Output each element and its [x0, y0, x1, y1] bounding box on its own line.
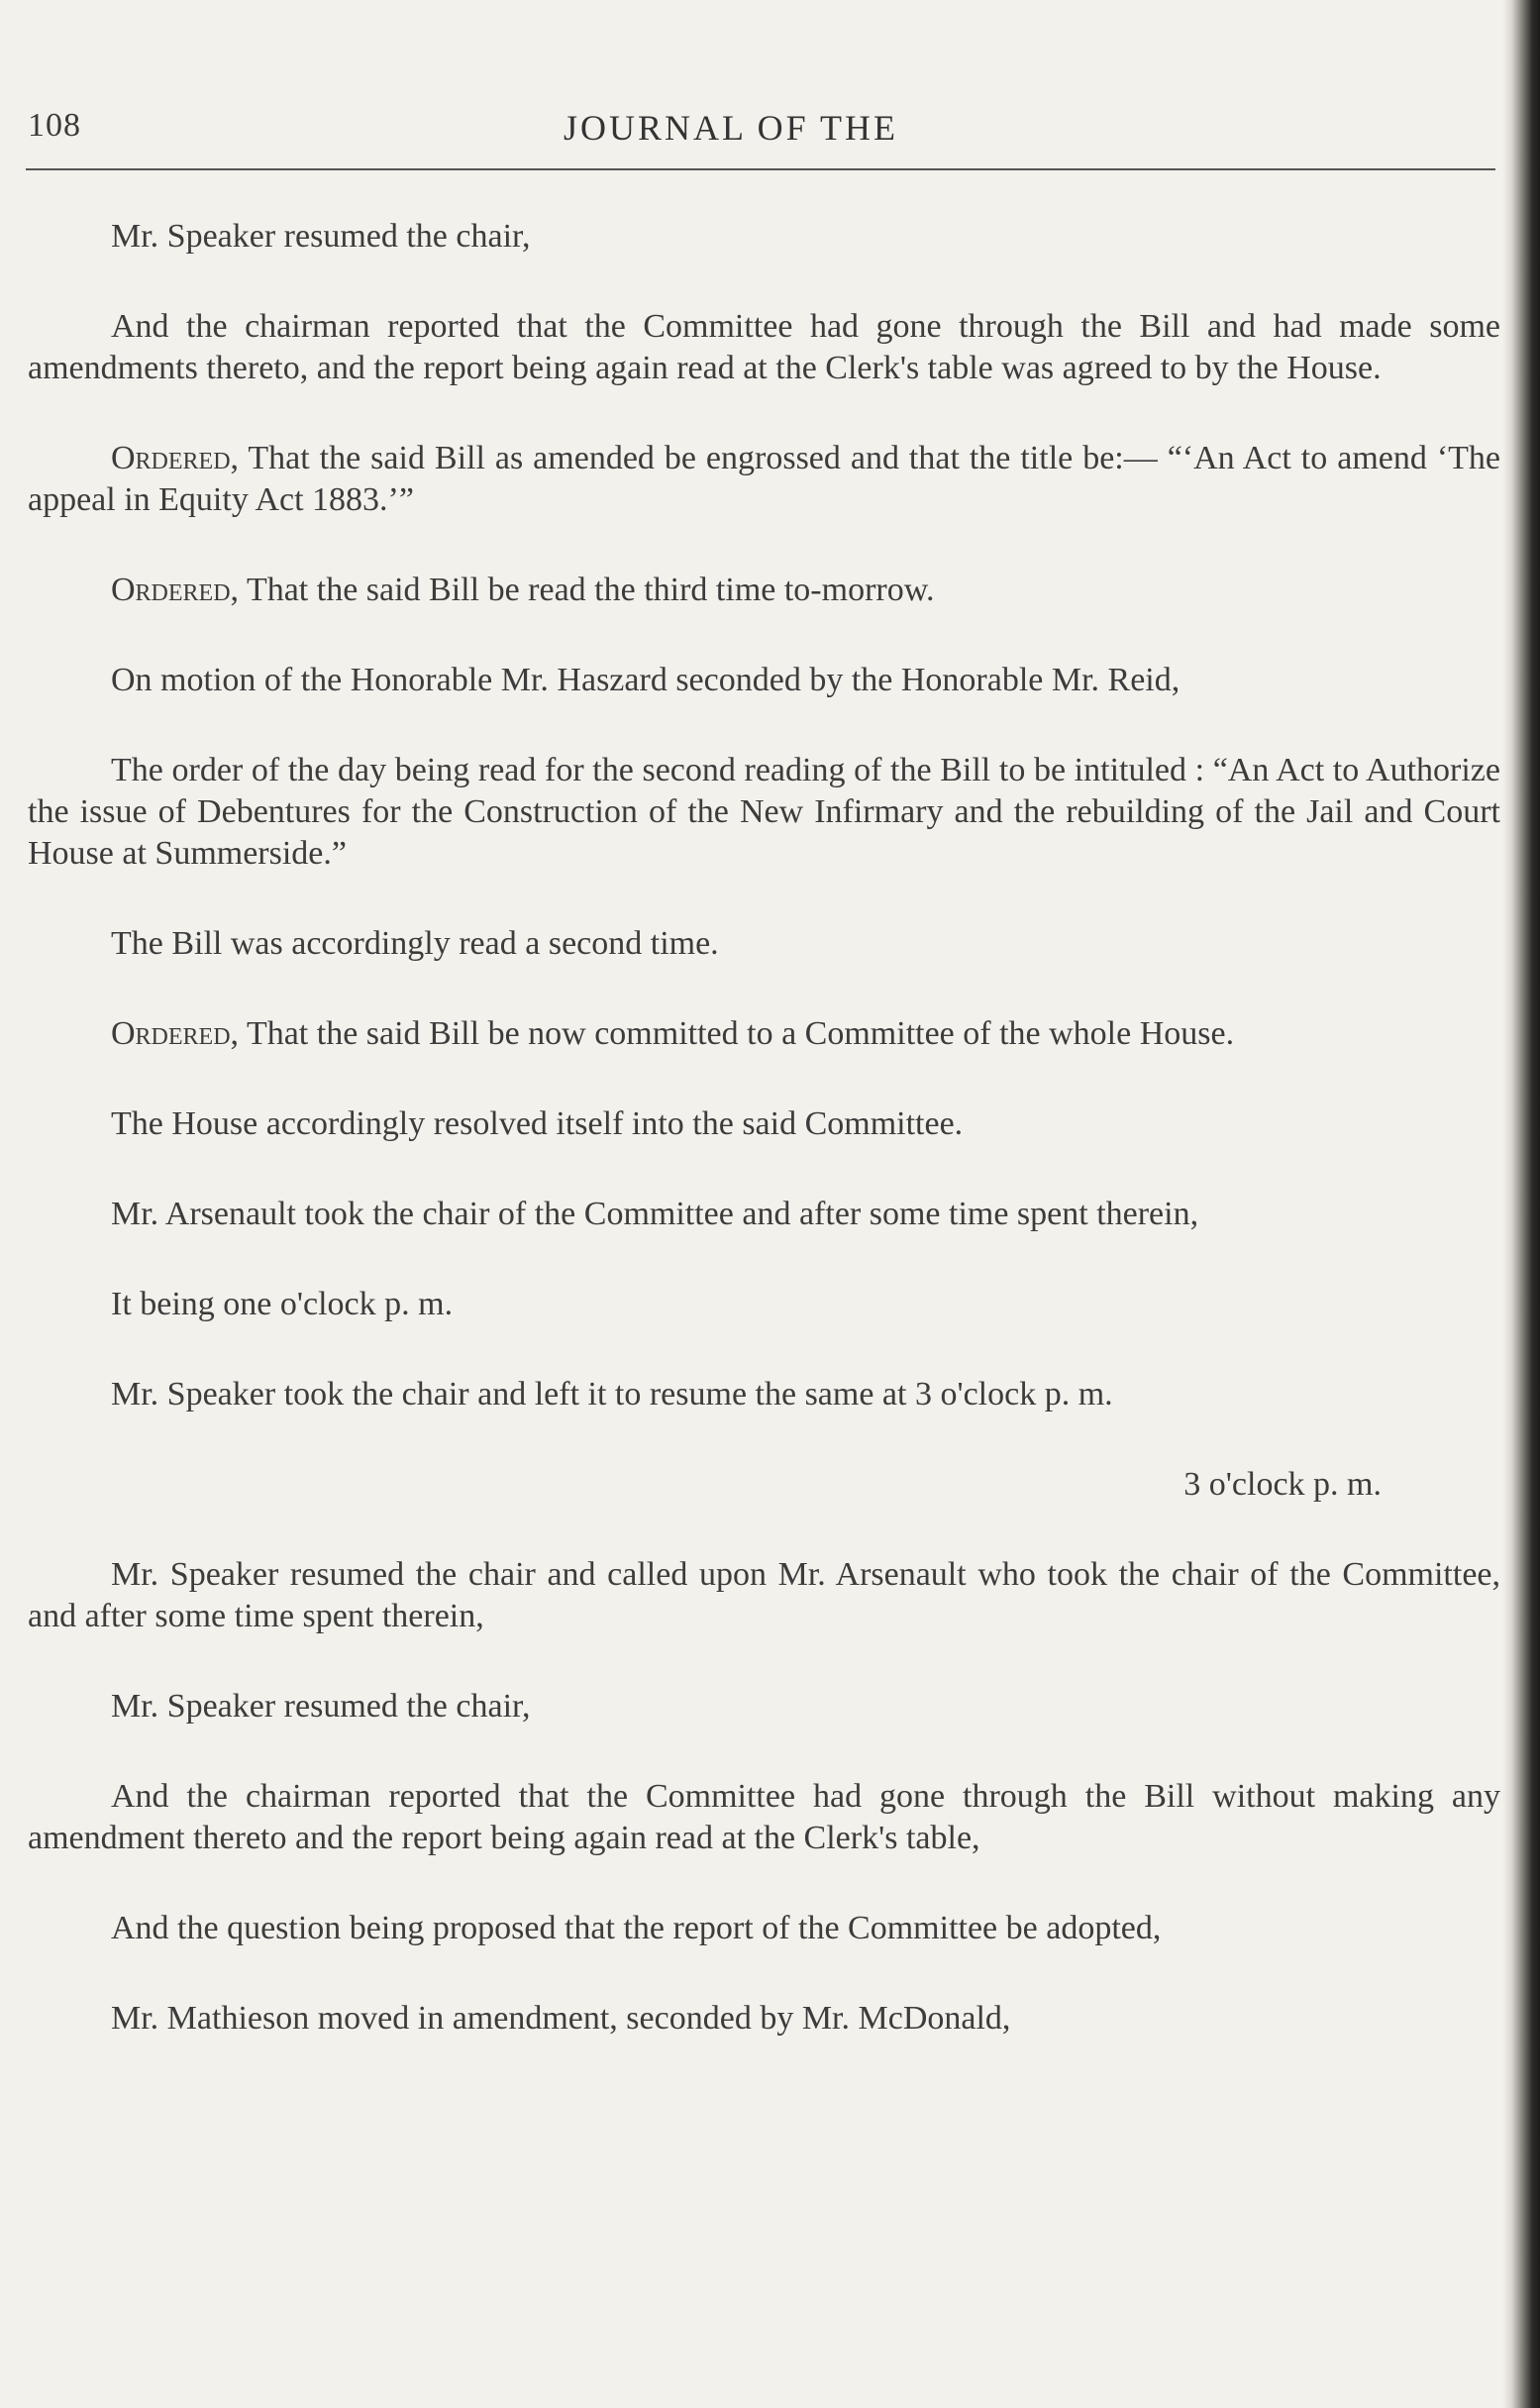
ordered-lead: Ordered,: [111, 572, 240, 608]
paragraph: On motion of the Honorable Mr. Haszard seconded by the Honorable Mr. Reid,: [111, 662, 1181, 698]
paragraph: The Bill was accordingly read a second time.: [111, 925, 719, 962]
paragraph: Mr. Speaker resumed the chair and called upon Mr. Arsenault who took the chair of the Committee, and after some time spent therein,: [28, 1556, 1500, 1634]
paragraph: Ordered, That the said Bill as amended be engrossed and that the title be:— “‘An Act to amend ‘The appeal in Equity Act 1883.’”: [28, 440, 1500, 518]
paragraph: And the chairman reported that the Committee had gone through the Bill without making any amendment thereto and the report being again read at the Clerk's table,: [28, 1778, 1500, 1856]
journal-body: [28, 216, 1500, 2088]
running-head: JOURNAL OF THE: [563, 108, 898, 148]
paragraph: The order of the day being read for the second reading of the Bill to be intituled : “An Act to Authorize the issue of Debentures for the Construction of the New Infirmary and the rebuilding of the Jail and Court House at Summerside.”: [28, 752, 1500, 872]
paragraph: Ordered, That the said Bill be read the third time to-morrow.: [111, 572, 935, 608]
time-heading: 3 o'clock p. m.: [1183, 1466, 1382, 1503]
paragraph: It being one o'clock p. m.: [111, 1286, 454, 1322]
page-number: 108: [28, 107, 81, 144]
paragraph: And the question being proposed that the report of the Committee be adopted,: [111, 1910, 1162, 1946]
paragraph: And the chairman reported that the Committee had gone through the Bill and had made some amendments thereto, and the report being again read at the Clerk's table was agreed to by the House.: [28, 308, 1500, 386]
ordered-lead: Ordered,: [111, 440, 240, 476]
page-header: [28, 107, 1493, 157]
paragraph: The House accordingly resolved itself into the said Committee.: [111, 1105, 964, 1142]
page-binding-edge: [1502, 0, 1540, 2408]
paragraph: Mr. Speaker resumed the chair,: [111, 1688, 531, 1725]
paragraph: Ordered, That the said Bill be now committed to a Committee of the whole House.: [111, 1015, 1235, 1052]
paragraph: Mr. Arsenault took the chair of the Committee and after some time spent therein,: [111, 1196, 1199, 1232]
paragraph: Mr. Speaker took the chair and left it to resume the same at 3 o'clock p. m.: [111, 1376, 1113, 1413]
ordered-lead: Ordered,: [111, 1015, 240, 1052]
paragraph: Mr. Speaker resumed the chair,: [111, 218, 531, 255]
paragraph: Mr. Mathieson moved in amendment, seconded by Mr. McDonald,: [111, 2000, 1011, 2037]
header-rule: [26, 168, 1495, 170]
